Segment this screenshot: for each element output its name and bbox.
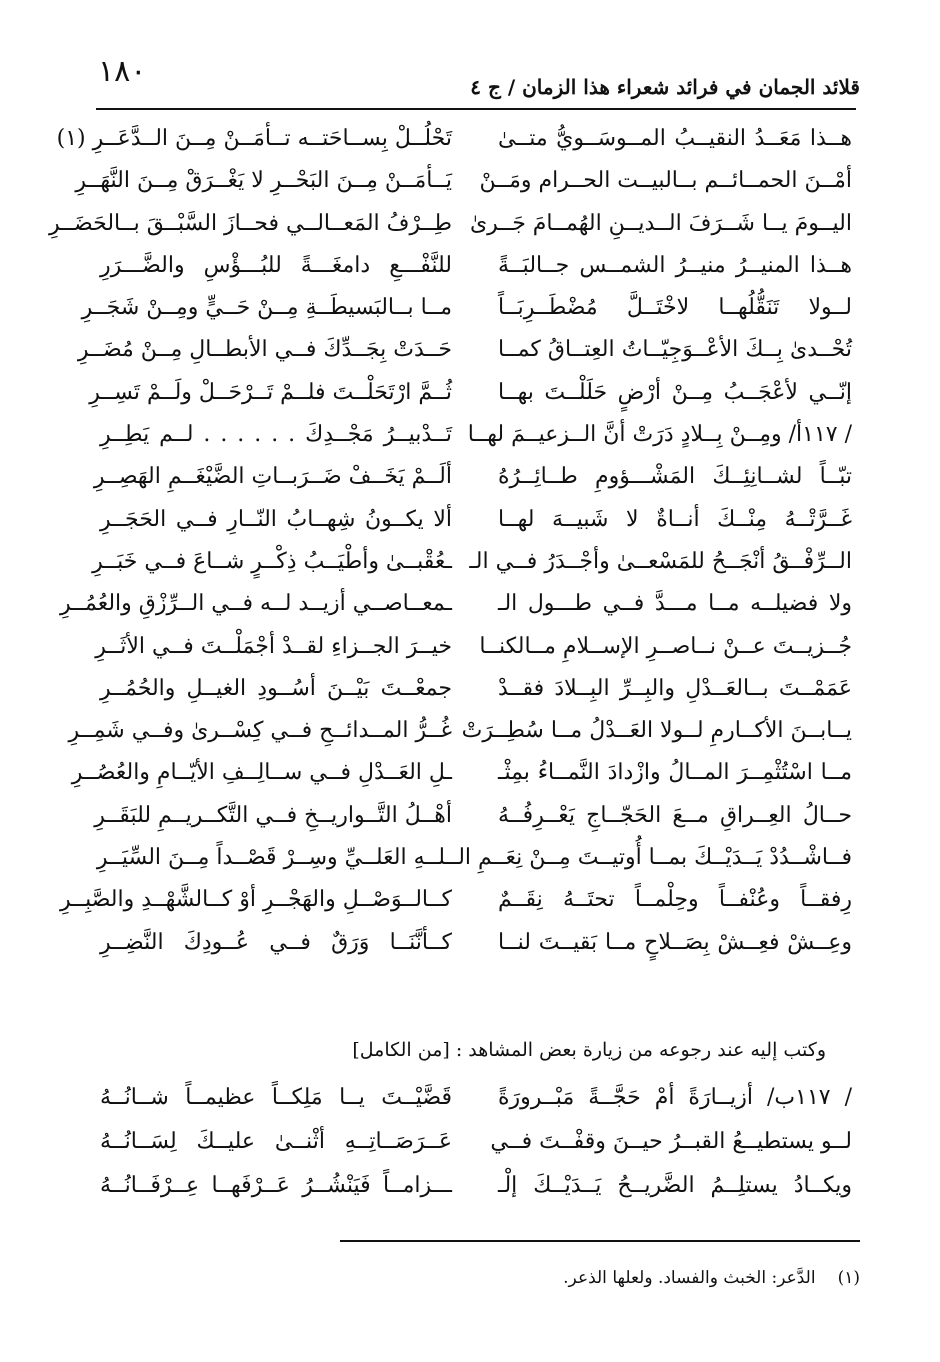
verse-first-hemistich: غَــرَّتْــهُ مِنْــكَ أنــاةٌ لا شَبيــهَ لهــا (498, 506, 852, 532)
verse-first-hemistich: هــذا مَعَــدُ النقيــبُ المــوسَــويُّ متــىٰ (498, 126, 852, 151)
verse-row (96, 1120, 856, 1164)
verse-first-hemistich: عَمَمْــتَ بــالعَــدْلِ والبِــرِّ البِــلادَ فقــدْ (498, 675, 852, 701)
verse-first-hemistich: حــالُ العِــراقِ مــعَ الحَجّــاجِ يَعْــرِفُــهُ (498, 802, 852, 828)
poem-1 (49, 118, 856, 964)
verse-first-hemistich: تُحْــدىٰ بِــكَ الأعْــوَجِيّــاتُ العِتــاقُ كمــا (498, 337, 852, 363)
verse-first-hemistich: لــو يستطيــعُ القبــرُ حيــنَ وقفْــتَ فــي (490, 1129, 852, 1154)
verse-row (96, 245, 856, 287)
verse-first-hemistich: اليــومَ يــا شَــرَفَ الــديــنِ الهُمــامَ جَــرىٰ (469, 210, 852, 236)
footnote (380, 1262, 860, 1294)
verse-first-hemistich: ويكــادُ يستلِــمُ الضَّريــحُ يَــدَيْــكَ إلْـ (498, 1173, 852, 1198)
verse-first-hemistich: مــا اسْتُثْمِــرَ المــالُ وازْدادَ النَّمــاءُ بمِثْـ (498, 760, 852, 786)
verse-second-hemistich: مــا بــالبَسيطَــةِ مِــنْ حَــيٍّ ومِــنْ شَجَــرِ (81, 295, 452, 321)
verse-second-hemistich: خيــرَ الجــزاءِ لقــدْ أجْمَلْــتَ فــي الأثَــرِ (95, 633, 452, 659)
poem-2-introduction: وكتب إليه عند رجوعه من زيارة بعض المشاهد : [من الكامل] (352, 1039, 826, 1061)
verse-row (89, 372, 856, 414)
verse-row (96, 1076, 856, 1120)
verse-second-hemistich: عَــرَصَــاتِــهِ أثْنــىٰ عليــكَ لِسَــانُــهُ (100, 1129, 452, 1154)
verse-first-hemistich: وعِــشْ فعِــشْ بِصَــلاحٍ مــا بَقيــتَ لنــا (498, 929, 852, 955)
verse-first-hemistich: لــولا تَنَقُّلُهــا لاخْتَــلَّ مُضْطَــرِبَــاً (498, 295, 852, 321)
verse-row (96, 795, 856, 837)
footnote-number: (١) (837, 1268, 860, 1288)
verse-second-hemistich: يَــأمَــنْ مِــنَ البَحْــرِ لا يَغْــرَقْ مِــنَ النَّهَــرِ (75, 168, 452, 194)
verse-second-hemistich: ـلِ العَــدْلِ فــي ســالِــفِ الأيّــامِ والعُصُــرِ (71, 760, 452, 786)
verse-row (71, 752, 856, 794)
verse-row (77, 329, 856, 371)
verse-row (68, 710, 856, 752)
verse-second-hemistich: كــأنَّنَــا وَرَقٌ فــي عُــودِكَ النَّضِــرِ (100, 929, 452, 955)
verse-row (96, 499, 856, 541)
verse-first-hemistich: جُــزيــتَ عــنْ نــاصــرِ الإســلامِ مــالكنــا (479, 633, 852, 659)
verse-first-hemistich: فــاشْــدُدْ يَــدَيْــكَ بمــا أُوتيــتَ مِــنْ نِعَــمِ الـ (451, 845, 852, 871)
verse-second-hemistich: ألَــمْ يَخَــفْ ضَــرَبــاتِ الضَّيْغَــمِ الهَصِــرِ (93, 464, 452, 490)
verse-row (96, 922, 856, 964)
verse-row (96, 414, 856, 456)
verse-second-hemistich: تَــدْبيــرُ مَجْــدِكَ . . . . . . لــم يَطِــرِ (100, 422, 452, 448)
verse-row (96, 1164, 856, 1208)
verse-second-hemistich: غُــرُّ المــدائــحِ فــي كِسْــرىٰ وفــي شَمِــرِ (68, 718, 452, 744)
verse-row (96, 626, 856, 668)
verse-second-hemistich: ثُــمَّ ارْتَحَلْــتَ فلــمْ تَــرْحَــلْ ولَــمْ تَسِــرِ (89, 379, 452, 405)
verse-first-hemistich: / ١١٧أ/ ومِــنْ بِــلادٍ دَرَتْ أنَّ الــزعيــمَ لهــا (467, 422, 852, 448)
verse-second-hemistich: قَضَّيْــتَ يــا مَلِكــاً عظيمــاً شــانُــهُ (100, 1085, 452, 1110)
verse-row (93, 456, 856, 498)
verse-second-hemistich: كــالــوَصْــلِ والهَجْــرِ أوْ كــالشَّهْــدِ والصَّبِــرِ (60, 887, 452, 913)
verse-row (75, 160, 856, 202)
running-title: قلائد الجمان في فرائد شعراء هذا الزمان / ج ٤ (470, 75, 860, 99)
header-rule (96, 108, 856, 110)
verse-second-hemistich: تَحْلُــلْ بِســاحَتــه تــأمَــنْ مِــنَ الــدَّعَــرِ (١) (56, 126, 452, 151)
verse-second-hemistich: جمعْــتَ بَيْــنَ أسُــودِ الغيــلِ والحُمُــرِ (100, 675, 452, 701)
verse-first-hemistich: ولا فضيلــه مــا مـــدَّ فــي طـــول الـ (498, 591, 852, 617)
verse-second-hemistich: أهْــلُ التَّــواريــخِ فــي التَّكــريــمِ للبَقَــرِ (94, 802, 452, 828)
verse-second-hemistich: ألا يكــونُ شِهــابُ النّــارِ فــي الحَجَــرِ (100, 506, 452, 532)
verse-first-hemistich: أمْــنَ الحمــائــم بــالبيــت الحــرام ومَــنْ (479, 168, 852, 194)
verse-row (81, 287, 856, 329)
verse-first-hemistich: تبّــاً لشــانِئِــكَ المَشْـــؤومِ طــائِــرُهُ (498, 464, 852, 490)
verse-row (96, 668, 856, 710)
verse-row (59, 583, 856, 625)
verse-row (96, 837, 856, 879)
footnote-rule (340, 1240, 860, 1242)
verse-row (60, 879, 856, 921)
verse-first-hemistich: رِفقــاً وعُنْفــاً وحِلْمــاً تحتَــهُ نِقَــمٌ (498, 887, 852, 913)
verse-second-hemistich: للنَّفْـــعِ دامغَـــةً للبُـــؤْسِ والضَّـــرَرِ (100, 252, 452, 278)
verse-second-hemistich: ـمعــاصــي أزيــد لــه فــي الــرِّزْقِ والعُمُــرِ (59, 591, 452, 617)
verse-second-hemistich: ـلــهِ العَلــيِّ وسِــرْ قَصْــداً مِــنَ السِّيَــرِ (96, 845, 452, 871)
verse-row (92, 541, 856, 583)
page-number: ١٨٠ (98, 54, 147, 89)
footnote-text: الدَّعر: الخبث والفساد. ولعلها الذعر. (563, 1268, 816, 1288)
verse-first-hemistich: يــابــنَ الأكــارمِ لــولا العَــدْلُ مــا سُطِــرَتْ (461, 718, 852, 744)
verse-second-hemistich: ـعُقْبــىٰ وأطْيَــبُ ذِكْــرٍ شــاعَ فــي خَبَــرِ (92, 548, 452, 574)
poem-2 (96, 1076, 856, 1208)
verse-first-hemistich: الــرِّفْــقُ أنْجَــحُ للمَسْعــىٰ وأجْــدَرُ فــي الـ (469, 548, 852, 574)
verse-second-hemistich: ـــزامــاً فَيَنْشُــرُ عَــرْفَهــا عِــرْفَــانُــهُ (100, 1173, 452, 1198)
verse-second-hemistich: طِــرْفُ المَعــالــي فحــازَ السَّبْــقَ بــالحَضَــرِ (49, 210, 452, 236)
verse-row (56, 118, 856, 160)
verse-second-hemistich: حَــدَتْ بِجَــدِّكَ فــي الأبطــالِ مِــنْ مُضَــرِ (77, 337, 452, 363)
verse-first-hemistich: هــذا المنيــرُ منيــرُ الشمــس جــالبَــةً (498, 252, 852, 278)
verse-row (49, 203, 856, 245)
verse-first-hemistich: إنّــي لأعْجَــبُ مِــنْ أرْضٍ حَلَلْــتَ بهــا (498, 379, 852, 405)
verse-first-hemistich: / ١١٧ب/ أزيــارَةً أمْ حَجَّــةً مَبْــرورَةً (498, 1085, 852, 1110)
